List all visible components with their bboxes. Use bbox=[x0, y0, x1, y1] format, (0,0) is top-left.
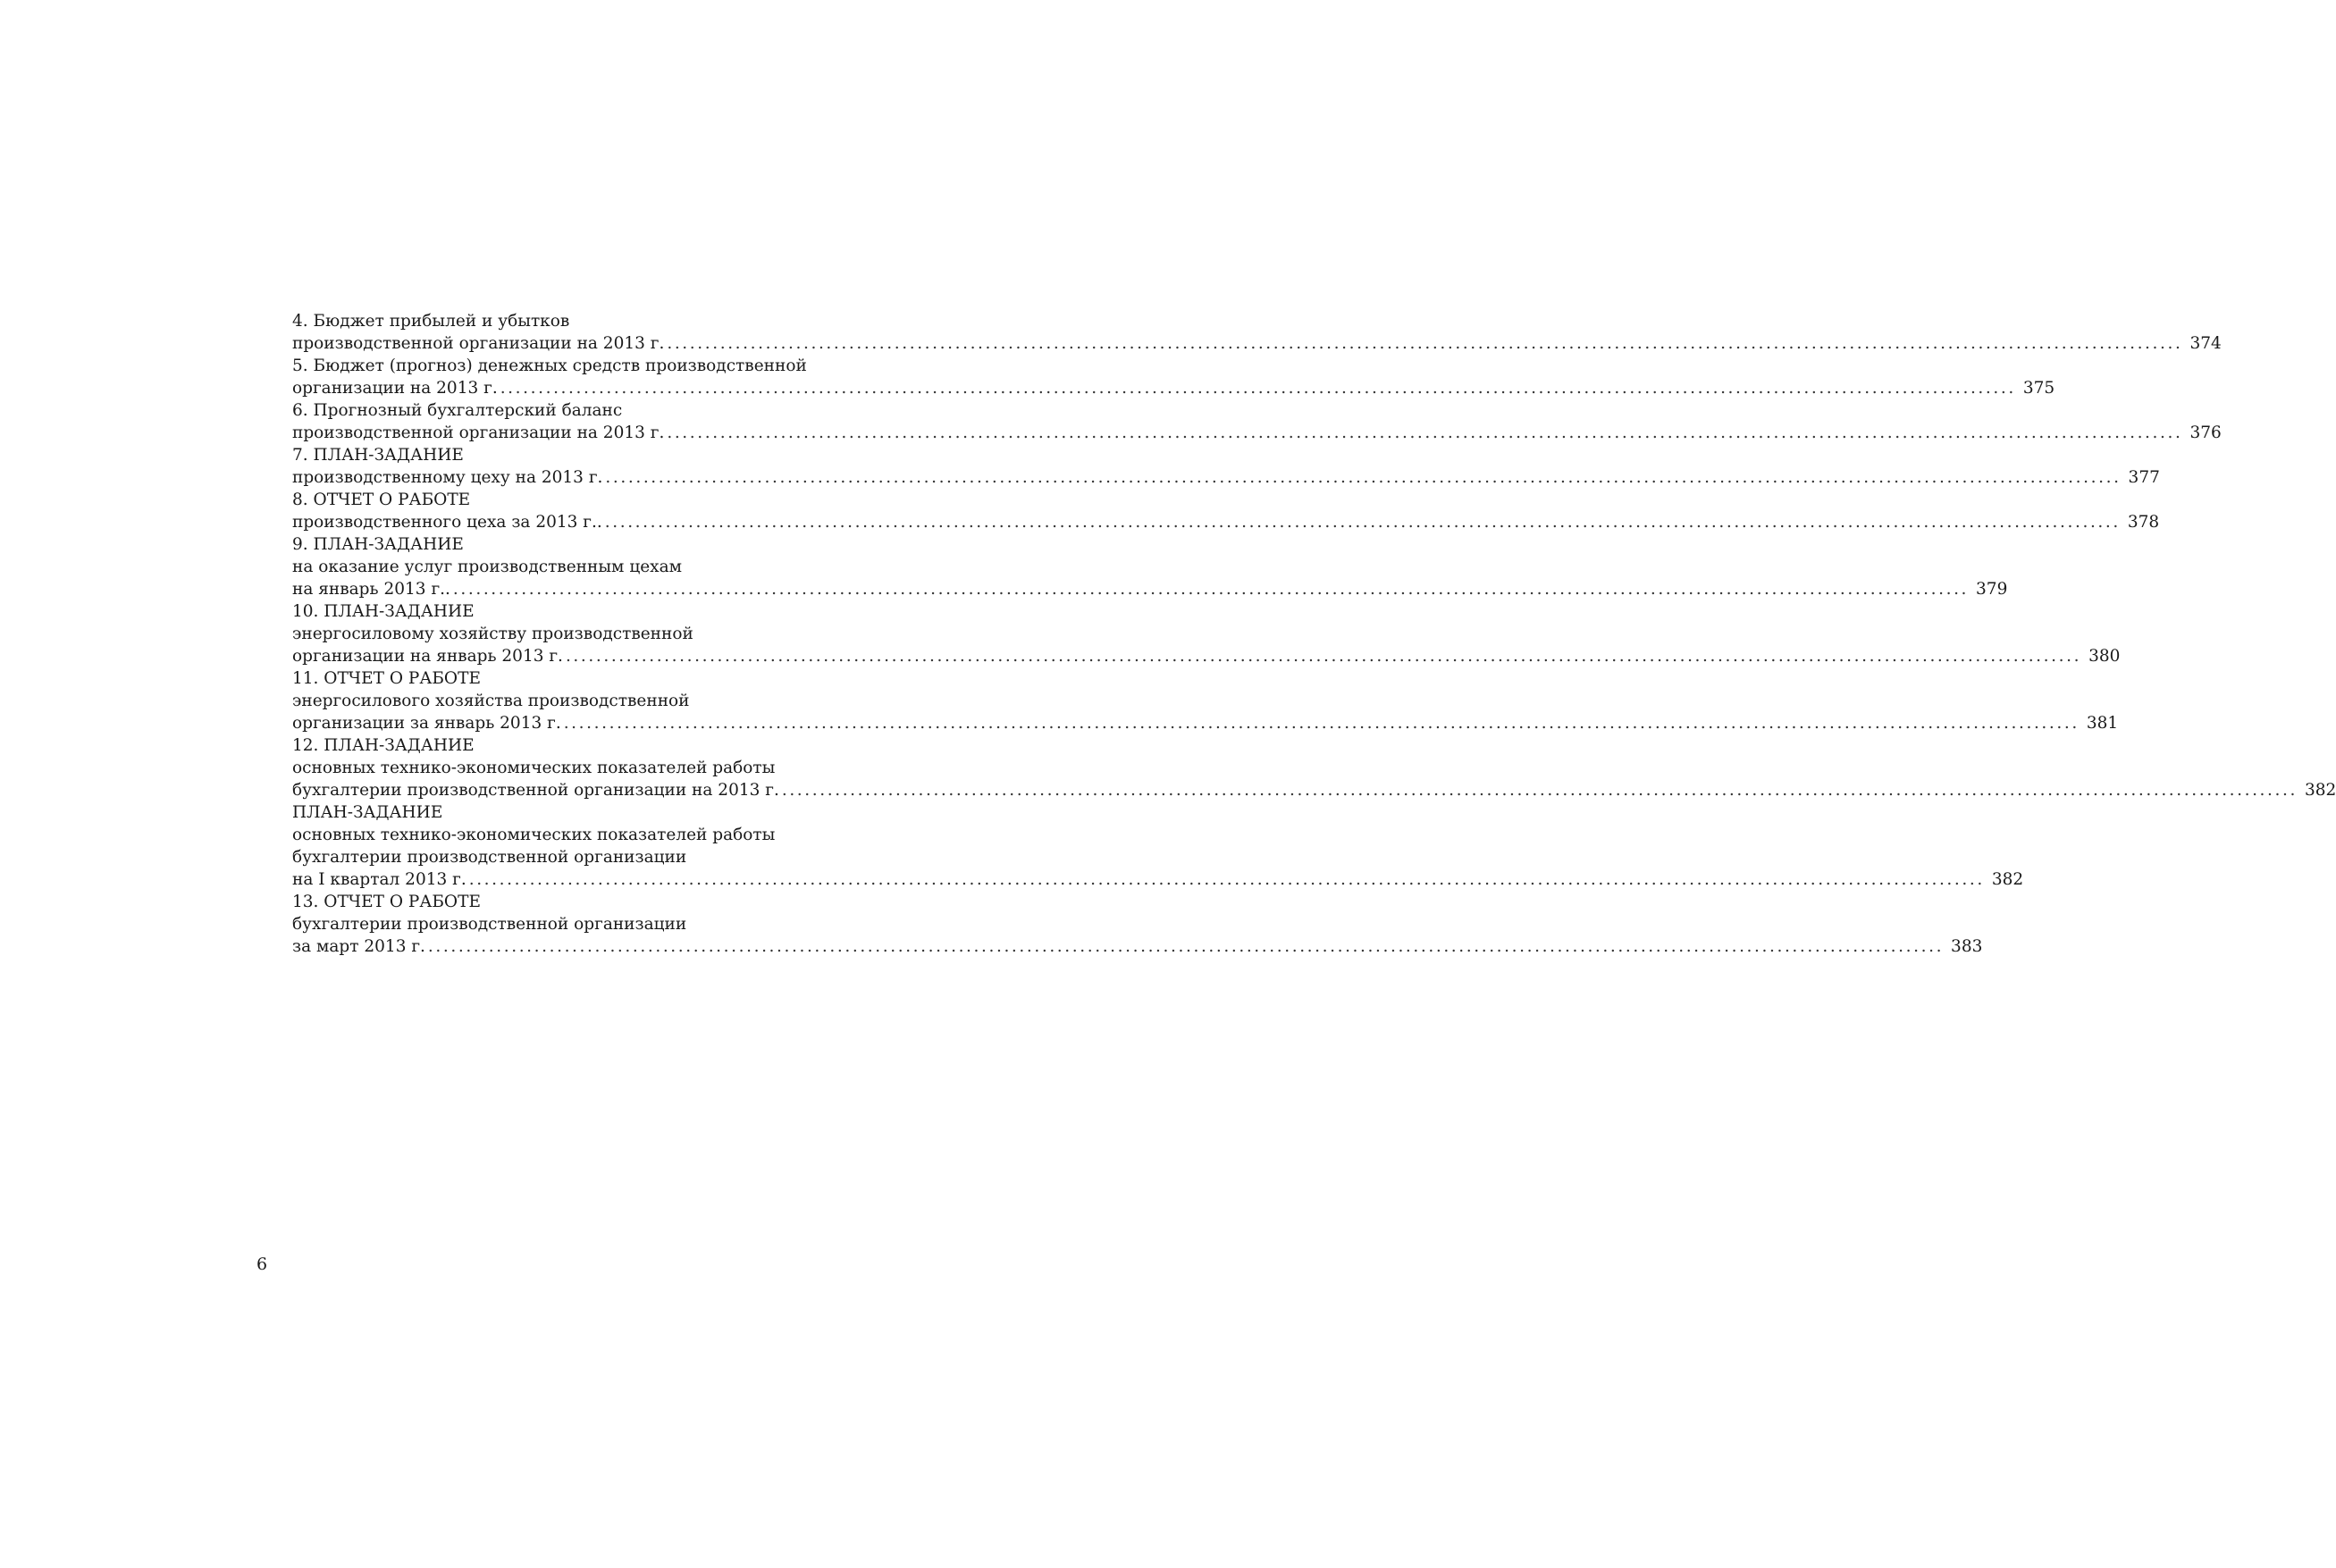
toc-entry[interactable] bbox=[292, 891, 1983, 958]
dot-leader: ........................................................................................................................................................................................................ bbox=[565, 647, 2082, 666]
toc-entry[interactable] bbox=[292, 399, 2222, 444]
toc-entry[interactable] bbox=[292, 533, 2008, 600]
toc-entry-page-number: 376 bbox=[2189, 423, 2222, 442]
toc-entry[interactable] bbox=[292, 444, 2160, 489]
toc-entry-title: 8. ОТЧЕТ О РАБОТЕ bbox=[292, 491, 471, 509]
toc-entry-title: 10. ПЛАН-ЗАДАНИЕ bbox=[292, 602, 475, 621]
toc-entry-title: 12. ПЛАН-ЗАДАНИЕ bbox=[292, 736, 475, 755]
toc-entry-last-line: за март 2013 г. bbox=[292, 937, 425, 956]
toc-entry-leader-line bbox=[292, 466, 2160, 489]
toc-entry-leader-line bbox=[292, 511, 2160, 533]
dot-leader: ........................................................................................................................................................................................................ bbox=[563, 714, 2080, 733]
toc-entry-title: ПЛАН-ЗАДАНИЕ bbox=[292, 803, 443, 822]
dot-leader: ........................................................................................................................................................................................................ bbox=[427, 937, 1945, 956]
dot-leader: ........................................................................................................................................................................................................ bbox=[468, 870, 1985, 889]
toc-entry-leader-line bbox=[292, 578, 2008, 600]
dot-leader: ........................................................................................................................................................................................................ bbox=[667, 423, 2183, 442]
toc-entry-text-line: основных технико-экономических показателей работы bbox=[292, 826, 776, 844]
toc-entry-leader-line bbox=[292, 377, 2055, 399]
toc-entry-page-number: 381 bbox=[2086, 714, 2119, 733]
toc-entry-title: 13. ОТЧЕТ О РАБОТЕ bbox=[292, 893, 481, 911]
toc-entry[interactable] bbox=[292, 310, 2222, 355]
toc-entry-leader-line bbox=[292, 779, 2336, 801]
toc-entry-last-line: бухгалтерии производственной организации на 2013 г. bbox=[292, 781, 779, 800]
toc-entry[interactable] bbox=[292, 734, 2336, 801]
toc-entry-page-number: 380 bbox=[2088, 647, 2121, 666]
toc-entry-last-line: производственному цеху на 2013 г. bbox=[292, 468, 603, 487]
toc-entry-text-line: бухгалтерии производственной организации bbox=[292, 915, 687, 934]
toc-entry-page-number: 377 bbox=[2128, 468, 2160, 487]
dot-leader: ........................................................................................................................................................................................................ bbox=[667, 334, 2183, 353]
toc-entry-last-line: организации на 2013 г. bbox=[292, 379, 498, 398]
toc-entry[interactable] bbox=[292, 355, 2055, 399]
toc-entry-text-line: энергосилового хозяйства производственной bbox=[292, 692, 690, 710]
toc-entry-page-number: 379 bbox=[1976, 580, 2008, 599]
toc-entry-text-line: основных технико-экономических показателей работы bbox=[292, 759, 776, 777]
toc-entry-leader-line bbox=[292, 935, 1983, 958]
toc-entry[interactable] bbox=[292, 489, 2160, 533]
toc-entry-title: 9. ПЛАН-ЗАДАНИЕ bbox=[292, 535, 464, 554]
toc-entry-text-line: бухгалтерии производственной организации bbox=[292, 848, 687, 867]
toc-entry-last-line: организации на январь 2013 г. bbox=[292, 647, 563, 666]
toc-entry[interactable] bbox=[292, 600, 2121, 667]
toc-entry[interactable] bbox=[292, 801, 2024, 891]
toc-entry-page-number: 383 bbox=[1951, 937, 1983, 956]
toc-entry-page-number: 378 bbox=[2127, 513, 2160, 532]
toc-entry-last-line: на январь 2013 г.. bbox=[292, 580, 450, 599]
table-of-contents bbox=[292, 310, 2336, 958]
toc-entry-text-line: энергосиловому хозяйству производственной bbox=[292, 625, 693, 643]
dot-leader: ........................................................................................................................................................................................................ bbox=[604, 513, 2121, 532]
dot-leader: ........................................................................................................................................................................................................ bbox=[452, 580, 1970, 599]
toc-entry[interactable] bbox=[292, 667, 2119, 734]
toc-entry-page-number: 382 bbox=[2304, 781, 2336, 800]
toc-entry-leader-line bbox=[292, 332, 2222, 355]
dot-leader: ........................................................................................................................................................................................................ bbox=[605, 468, 2122, 487]
toc-entry-last-line: организации за январь 2013 г. bbox=[292, 714, 561, 733]
toc-entry-last-line: производственной организации на 2013 г. bbox=[292, 423, 665, 442]
toc-entry-page-number: 375 bbox=[2022, 379, 2055, 398]
dot-leader: ........................................................................................................................................................................................................ bbox=[500, 379, 2016, 398]
toc-entry-leader-line bbox=[292, 645, 2121, 667]
toc-entry-leader-line bbox=[292, 868, 2024, 891]
toc-entry-leader-line bbox=[292, 712, 2119, 734]
toc-entry-title: 7. ПЛАН-ЗАДАНИЕ bbox=[292, 446, 464, 465]
toc-entry-leader-line bbox=[292, 422, 2222, 444]
toc-entry-page-number: 382 bbox=[1991, 870, 2024, 889]
toc-entry-title: 5. Бюджет (прогноз) денежных средств производственной bbox=[292, 356, 807, 375]
toc-entry-text-line: на оказание услуг производственным цехам bbox=[292, 558, 683, 576]
page-number: 6 bbox=[256, 1254, 268, 1274]
toc-entry-title: 4. Бюджет прибылей и убытков bbox=[292, 312, 570, 331]
toc-entry-title: 6. Прогнозный бухгалтерский баланс bbox=[292, 401, 623, 420]
toc-entry-title: 11. ОТЧЕТ О РАБОТЕ bbox=[292, 669, 481, 688]
toc-entry-page-number: 374 bbox=[2189, 334, 2222, 353]
toc-entry-last-line: производственного цеха за 2013 г.. bbox=[292, 513, 602, 532]
toc-entry-last-line: производственной организации на 2013 г. bbox=[292, 334, 665, 353]
dot-leader: ........................................................................................................................................................................................................ bbox=[781, 781, 2298, 800]
toc-entry-last-line: на I квартал 2013 г. bbox=[292, 870, 466, 889]
